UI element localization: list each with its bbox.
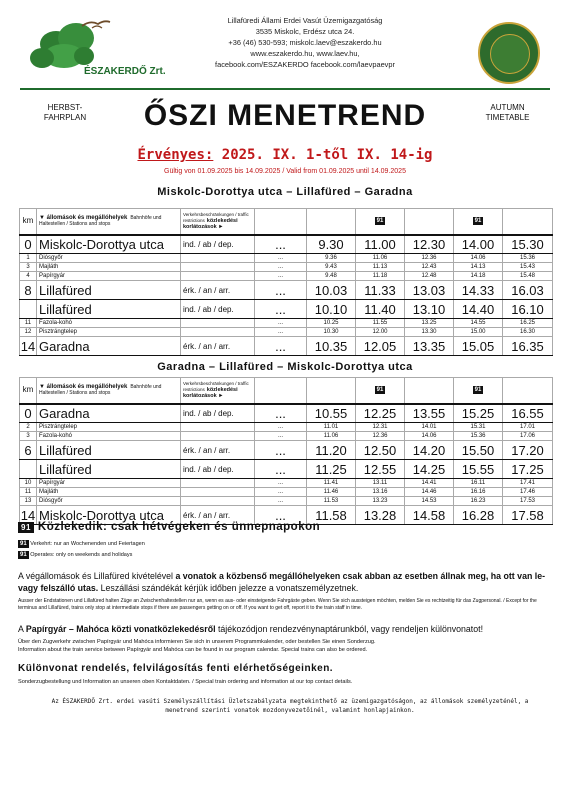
operation-note-de: [18, 540, 145, 548]
dots-cell: ...: [255, 506, 307, 525]
train-91-badge: 91: [20, 541, 27, 547]
train-column-header: [307, 209, 356, 235]
p1-c: Leszállási szándékát kérjük időben jelezze a vonatszemélyzetnek.: [98, 582, 359, 593]
time-cell: 13.11: [356, 479, 405, 488]
timetable-row: [20, 254, 553, 263]
arrival-departure-mark: [181, 479, 255, 488]
time-cell: 15.50: [454, 441, 503, 460]
time-cell: 11.33: [356, 281, 405, 300]
time-cell: 13.28: [356, 506, 405, 525]
time-cell: 13.23: [356, 497, 405, 506]
time-cell: 14.01: [405, 423, 454, 432]
time-cell: 10.25: [307, 319, 356, 328]
stations-header: [37, 378, 181, 404]
km-value: 11: [20, 488, 37, 497]
train-column-header: [356, 378, 405, 404]
station-name: Fazola-kohó: [37, 319, 181, 328]
papirgyar-translation-en: Information about the train service between Papírgyár and Mahóca can be found in our program calendar. Special trains can also be ordered.: [18, 647, 368, 653]
time-cell: 11.46: [307, 488, 356, 497]
operation-note-de-text: Verkehrt: nur an Wochenenden und Feiertagen: [30, 541, 145, 547]
time-cell: 10.03: [307, 281, 356, 300]
train-column-header: [454, 209, 503, 235]
arrival-departure-mark: érk. / an / arr.: [181, 337, 255, 356]
timetable-row: [20, 497, 553, 506]
time-cell: 11.40: [356, 300, 405, 319]
dots-cell: ...: [255, 328, 307, 337]
timetable-row: [20, 272, 553, 281]
footer-regulations: Az ÉSZAKERDŐ Zrt. erdei vasúti Személyszállítási Üzletszabályzata megtekinthető az üzemigazgatóságon, az állomások személyzeténél, a menetrend szerinti vonatok mozdonyvezetőinél, valamint honlapjainkon.: [51, 698, 529, 714]
station-name: Miskolc-Dorottya utca: [37, 235, 181, 254]
time-cell: 17.25: [503, 460, 553, 479]
time-cell: 12.05: [356, 337, 405, 356]
dots-cell: ...: [255, 423, 307, 432]
org-contact[interactable]: +36 (46) 530-593; miskolc.laev@eszakerdo.hu: [228, 38, 382, 47]
operation-note-text: Közlekedik: csak hétvégeken és ünnepnapokon: [37, 521, 321, 533]
station-name: Garadna: [37, 337, 181, 356]
train-91-badge: 91: [20, 552, 27, 558]
km-value: 8: [20, 281, 37, 300]
special-train-heading: Különvonat rendelés, felvilágosítás fenti elérhetőségeinken.: [18, 663, 334, 674]
org-name: Lillafüredi Állami Erdei Vasút Üzemigazgatóság: [227, 16, 383, 25]
time-cell: 17.58: [503, 506, 553, 525]
timetable-row: [20, 319, 553, 328]
timetable-row: [20, 479, 553, 488]
time-cell: 13.16: [356, 488, 405, 497]
dots-cell: ...: [255, 497, 307, 506]
km-value: 14: [20, 338, 36, 354]
arrival-departure-mark: [181, 328, 255, 337]
time-cell: 12.43: [405, 263, 454, 272]
time-cell: 10.35: [307, 337, 356, 356]
time-cell: 10.30: [307, 328, 356, 337]
km-value: 14: [20, 507, 36, 523]
train-column-header: [307, 378, 356, 404]
restrictions-header-hu: közlekedési korlátozások ►: [183, 218, 238, 231]
arrival-departure-mark: érk. / an / arr.: [181, 441, 255, 460]
organization-info: [205, 15, 405, 70]
km-value: [20, 300, 37, 319]
dots-cell: ...: [255, 460, 307, 479]
org-web[interactable]: www.eszakerdo.hu, www.laev.hu,: [250, 49, 360, 58]
time-cell: 15.31: [454, 423, 503, 432]
org-address: 3535 Miskolc, Erdész utca 24.: [255, 27, 355, 36]
time-cell: 16.25: [503, 319, 553, 328]
time-cell: 15.25: [454, 404, 503, 423]
time-cell: 14.58: [405, 506, 454, 525]
dots-header: [255, 209, 307, 235]
time-cell: 14.00: [454, 235, 503, 254]
dots-cell: ...: [255, 432, 307, 441]
time-cell: 9.48: [307, 272, 356, 281]
time-cell: 13.03: [405, 281, 454, 300]
time-cell: 13.25: [405, 319, 454, 328]
arrival-departure-mark: ind. / ab / dep.: [181, 235, 255, 254]
timetable-row: [20, 488, 553, 497]
km-value: 13: [20, 497, 37, 506]
p2-b: Papírgyár – Mahóca közti vonatközlekedésről: [25, 624, 216, 634]
km-value: [20, 460, 37, 479]
train-column-header: [356, 209, 405, 235]
train-column-header: [454, 378, 503, 404]
restrictions-header: [181, 378, 255, 404]
time-cell: 9.36: [307, 254, 356, 263]
timetable-row: [20, 281, 553, 300]
timetable-row: [20, 235, 553, 254]
train-column-header: [405, 378, 454, 404]
time-cell: 10.55: [307, 404, 356, 423]
arrival-departure-mark: [181, 263, 255, 272]
arrival-departure-mark: [181, 497, 255, 506]
station-name: Majláth: [37, 263, 181, 272]
dots-cell: ...: [255, 272, 307, 281]
station-name: Papírgyár: [37, 272, 181, 281]
stop-request-notice: [18, 571, 556, 594]
time-cell: 15.36: [454, 432, 503, 441]
time-cell: 17.01: [503, 423, 553, 432]
stations-header-hu: ▼ állomások és megállóhelyek: [39, 215, 128, 222]
operation-note-heading: [18, 521, 320, 533]
time-cell: 12.36: [405, 254, 454, 263]
dots-cell: ...: [255, 337, 307, 356]
time-cell: 14.18: [454, 272, 503, 281]
dots-cell: ...: [255, 319, 307, 328]
dots-cell: ...: [255, 300, 307, 319]
train-91-badge: 91: [474, 218, 482, 225]
km-value: 0: [20, 235, 37, 254]
station-name: Fazola-kohó: [37, 432, 181, 441]
page-title: ŐSZI MENETREND: [143, 99, 427, 132]
km-value: 1: [20, 254, 37, 263]
station-name: Papírgyár: [37, 479, 181, 488]
arrival-departure-mark: érk. / an / arr.: [181, 281, 255, 300]
time-cell: 16.03: [503, 281, 553, 300]
km-value: 3: [20, 432, 37, 441]
p2-c: tájékozódjon rendezvénynaptárunkból, vagy rendeljen különvonatot!: [215, 624, 484, 634]
time-cell: 16.23: [454, 497, 503, 506]
time-cell: 11.01: [307, 423, 356, 432]
timetable-row: [20, 300, 553, 319]
time-cell: 14.53: [405, 497, 454, 506]
time-cell: 9.30: [307, 235, 356, 254]
p1-a: A végállomások és Lillafüred kivételével: [18, 571, 176, 581]
train-91-badge: 91: [376, 218, 384, 225]
time-cell: 12.00: [356, 328, 405, 337]
station-name: Garadna: [37, 404, 181, 423]
km-value: 12: [20, 328, 37, 337]
train-column-header: [503, 209, 553, 235]
station-name: Lillafüred: [37, 300, 181, 319]
time-cell: 14.33: [454, 281, 503, 300]
time-cell: 11.41: [307, 479, 356, 488]
timetable-row: [20, 337, 553, 356]
km-value: 6: [20, 441, 37, 460]
valid-label: Érvényes:: [137, 147, 214, 163]
route2-title: Garadna – Lillafüred – Miskolc-Dorottya utca: [157, 361, 413, 373]
arrival-departure-mark: ind. / ab / dep.: [181, 300, 255, 319]
time-cell: 11.18: [356, 272, 405, 281]
time-cell: 11.55: [356, 319, 405, 328]
station-name: Miskolc-Dorottya utca: [37, 506, 181, 525]
dots-cell: ...: [255, 404, 307, 423]
time-cell: 10.10: [307, 300, 356, 319]
time-cell: 11.13: [356, 263, 405, 272]
time-cell: 11.06: [307, 432, 356, 441]
time-cell: 12.55: [356, 460, 405, 479]
time-cell: 16.35: [503, 337, 553, 356]
valid-dates: 2025. IX. 1-től IX. 14-ig: [213, 147, 433, 163]
km-value: 0: [20, 404, 37, 423]
timetable-row: [20, 263, 553, 272]
time-cell: 13.55: [405, 404, 454, 423]
dots-cell: ...: [255, 254, 307, 263]
papirgyar-mahoca-notice: [18, 624, 556, 636]
dots-cell: ...: [255, 281, 307, 300]
timetable-row: [20, 460, 553, 479]
timetable-row: [20, 432, 553, 441]
station-name: Majláth: [37, 488, 181, 497]
time-cell: 12.25: [356, 404, 405, 423]
time-cell: 17.53: [503, 497, 553, 506]
time-cell: 12.50: [356, 441, 405, 460]
arrival-departure-mark: [181, 488, 255, 497]
time-cell: 15.48: [503, 272, 553, 281]
km-value: 2: [20, 423, 37, 432]
time-cell: 14.13: [454, 263, 503, 272]
km-header: km: [20, 378, 37, 404]
route1-title: Miskolc-Dorottya utca – Lillafüred – Garadna: [157, 186, 413, 198]
time-cell: 11.06: [356, 254, 405, 263]
km-header: km: [20, 209, 37, 235]
time-cell: 15.55: [454, 460, 503, 479]
dots-header: [255, 378, 307, 404]
papirgyar-translation-de: Über den Zugverkehr zwischen Papírgyár und Mahóca informieren Sie sich in unserem Programmkalender, oder bestellen Sie einen Sonderzug.: [18, 639, 376, 645]
time-cell: 15.43: [503, 263, 553, 272]
arrival-departure-mark: [181, 423, 255, 432]
time-cell: 15.36: [503, 254, 553, 263]
arrival-departure-mark: [181, 432, 255, 441]
time-cell: 16.55: [503, 404, 553, 423]
time-cell: 11.53: [307, 497, 356, 506]
time-cell: 17.41: [503, 479, 553, 488]
time-cell: 11.20: [307, 441, 356, 460]
station-name: Pisztrángtelep: [37, 328, 181, 337]
time-cell: 14.46: [405, 488, 454, 497]
time-cell: 14.06: [405, 432, 454, 441]
operation-note-en: [18, 551, 132, 559]
dots-cell: ...: [255, 488, 307, 497]
time-cell: 17.06: [503, 432, 553, 441]
restrictions-header: [181, 209, 255, 235]
time-cell: 17.20: [503, 441, 553, 460]
restrictions-header-de: Verkehrsbeschränkungen / traffic restrictions: [183, 212, 249, 224]
train-91-badge: 91: [474, 387, 482, 394]
logo-text: ÉSZAKERDŐ Zrt.: [84, 66, 166, 77]
time-cell: 16.11: [454, 479, 503, 488]
time-cell: 16.28: [454, 506, 503, 525]
stations-header-de: Bahnhöfe und Haltestellen / Stations and stops: [39, 384, 162, 397]
laev-seal-emblem: [478, 22, 540, 84]
arrival-departure-mark: ind. / ab / dep.: [181, 404, 255, 423]
time-cell: 15.05: [454, 337, 503, 356]
route2-timetable: [19, 377, 553, 525]
train-column-header: [405, 209, 454, 235]
p1-b: a vonatok a közbenső megállóhelyeken csak abban az esetben állnak meg, ha ott van le- vagy felszálló utas.: [18, 571, 546, 593]
time-cell: 13.30: [405, 328, 454, 337]
time-cell: 11.25: [307, 460, 356, 479]
time-cell: 12.36: [356, 432, 405, 441]
org-facebook[interactable]: facebook.com/ESZAKERDO facebook.com/laevpaevpr: [215, 60, 395, 69]
time-cell: 14.25: [405, 460, 454, 479]
station-name: Lillafüred: [37, 281, 181, 300]
special-train-translation: Sonderzugbestellung und Information an unseren oben Kontaktdaten. / Special train ordering and information at our top contact details.: [18, 679, 353, 685]
p2-a: A: [18, 624, 26, 634]
operation-note-en-text: Operates: only on weekends and holidays: [30, 552, 133, 558]
table-header-row: [20, 209, 553, 235]
station-name: Lillafüred: [37, 441, 181, 460]
herbst-fahrplan-label: HERBST- FAHRPLAN: [43, 103, 87, 122]
header-divider: [20, 88, 550, 90]
timetable-row: [20, 328, 553, 337]
time-cell: 14.40: [454, 300, 503, 319]
time-cell: 14.55: [454, 319, 503, 328]
restrictions-header-hu: közlekedési korlátozások ►: [183, 387, 238, 400]
stations-header-de: Bahnhöfe und Haltestellen / Stations and stops: [39, 215, 162, 228]
arrival-departure-mark: érk. / an / arr.: [181, 506, 255, 525]
time-cell: 12.48: [405, 272, 454, 281]
time-cell: 14.20: [405, 441, 454, 460]
restrictions-header-de: Verkehrsbeschränkungen / traffic restrictions: [183, 381, 249, 393]
timetable-row: [20, 423, 553, 432]
autumn-timetable-label: AUTUMN TIMETABLE: [485, 103, 530, 122]
train-column-header: [503, 378, 553, 404]
timetable-row: [20, 404, 553, 423]
dots-cell: ...: [255, 235, 307, 254]
stop-request-translation: Ausser der Endstationen und Lillafüred halten Züge an Zwischenhaltestellen nur an, wenn es aus- oder einsteigende Fahrgäste geben. Wenn Sie sich aussteigen möchten, melden Sie es rechtzeitig für das Zugpersonal. / Except for the terminus and Lillafüred, trains only stop at intermediate stops if there are passengers getting on or off. If you want to get off, report it to the train staff in time.: [18, 598, 537, 611]
time-cell: 11.00: [356, 235, 405, 254]
arrival-departure-mark: [181, 319, 255, 328]
time-cell: 16.16: [454, 488, 503, 497]
time-cell: 15.30: [503, 235, 553, 254]
stations-header-hu: ▼ állomások és megállóhelyek: [39, 384, 128, 391]
arrival-departure-mark: [181, 272, 255, 281]
time-cell: 11.58: [307, 506, 356, 525]
time-cell: 14.06: [454, 254, 503, 263]
km-value: 4: [20, 272, 37, 281]
km-value: 11: [20, 319, 37, 328]
timetable-row: [20, 441, 553, 460]
time-cell: 12.31: [356, 423, 405, 432]
time-cell: 16.30: [503, 328, 553, 337]
station-name: Lillafüred: [37, 460, 181, 479]
time-cell: 14.41: [405, 479, 454, 488]
table-header-row: [20, 378, 553, 404]
time-cell: 17.46: [503, 488, 553, 497]
stations-header: [37, 209, 181, 235]
km-value: 3: [20, 263, 37, 272]
time-cell: 13.35: [405, 337, 454, 356]
arrival-departure-mark: [181, 254, 255, 263]
dots-cell: ...: [255, 441, 307, 460]
time-cell: 12.30: [405, 235, 454, 254]
header: [0, 0, 570, 88]
station-name: Diósgyőr: [37, 254, 181, 263]
validity-translation: Gültig von 01.09.2025 bis 14.09.2025 / Valid from 01.09.2025 until 14.09.2025: [164, 168, 406, 175]
time-cell: 9.43: [307, 263, 356, 272]
time-cell: 16.10: [503, 300, 553, 319]
train-91-badge: 91: [18, 522, 34, 533]
dots-cell: ...: [255, 479, 307, 488]
time-cell: 13.10: [405, 300, 454, 319]
train-91-badge: 91: [376, 387, 384, 394]
station-name: Diósgyőr: [37, 497, 181, 506]
arrival-departure-mark: ind. / ab / dep.: [181, 460, 255, 479]
station-name: Pisztrángtelep: [37, 423, 181, 432]
route1-timetable: [19, 208, 553, 356]
km-value: 10: [20, 479, 37, 488]
validity-period: [110, 147, 460, 163]
time-cell: 15.00: [454, 328, 503, 337]
dots-cell: ...: [255, 263, 307, 272]
